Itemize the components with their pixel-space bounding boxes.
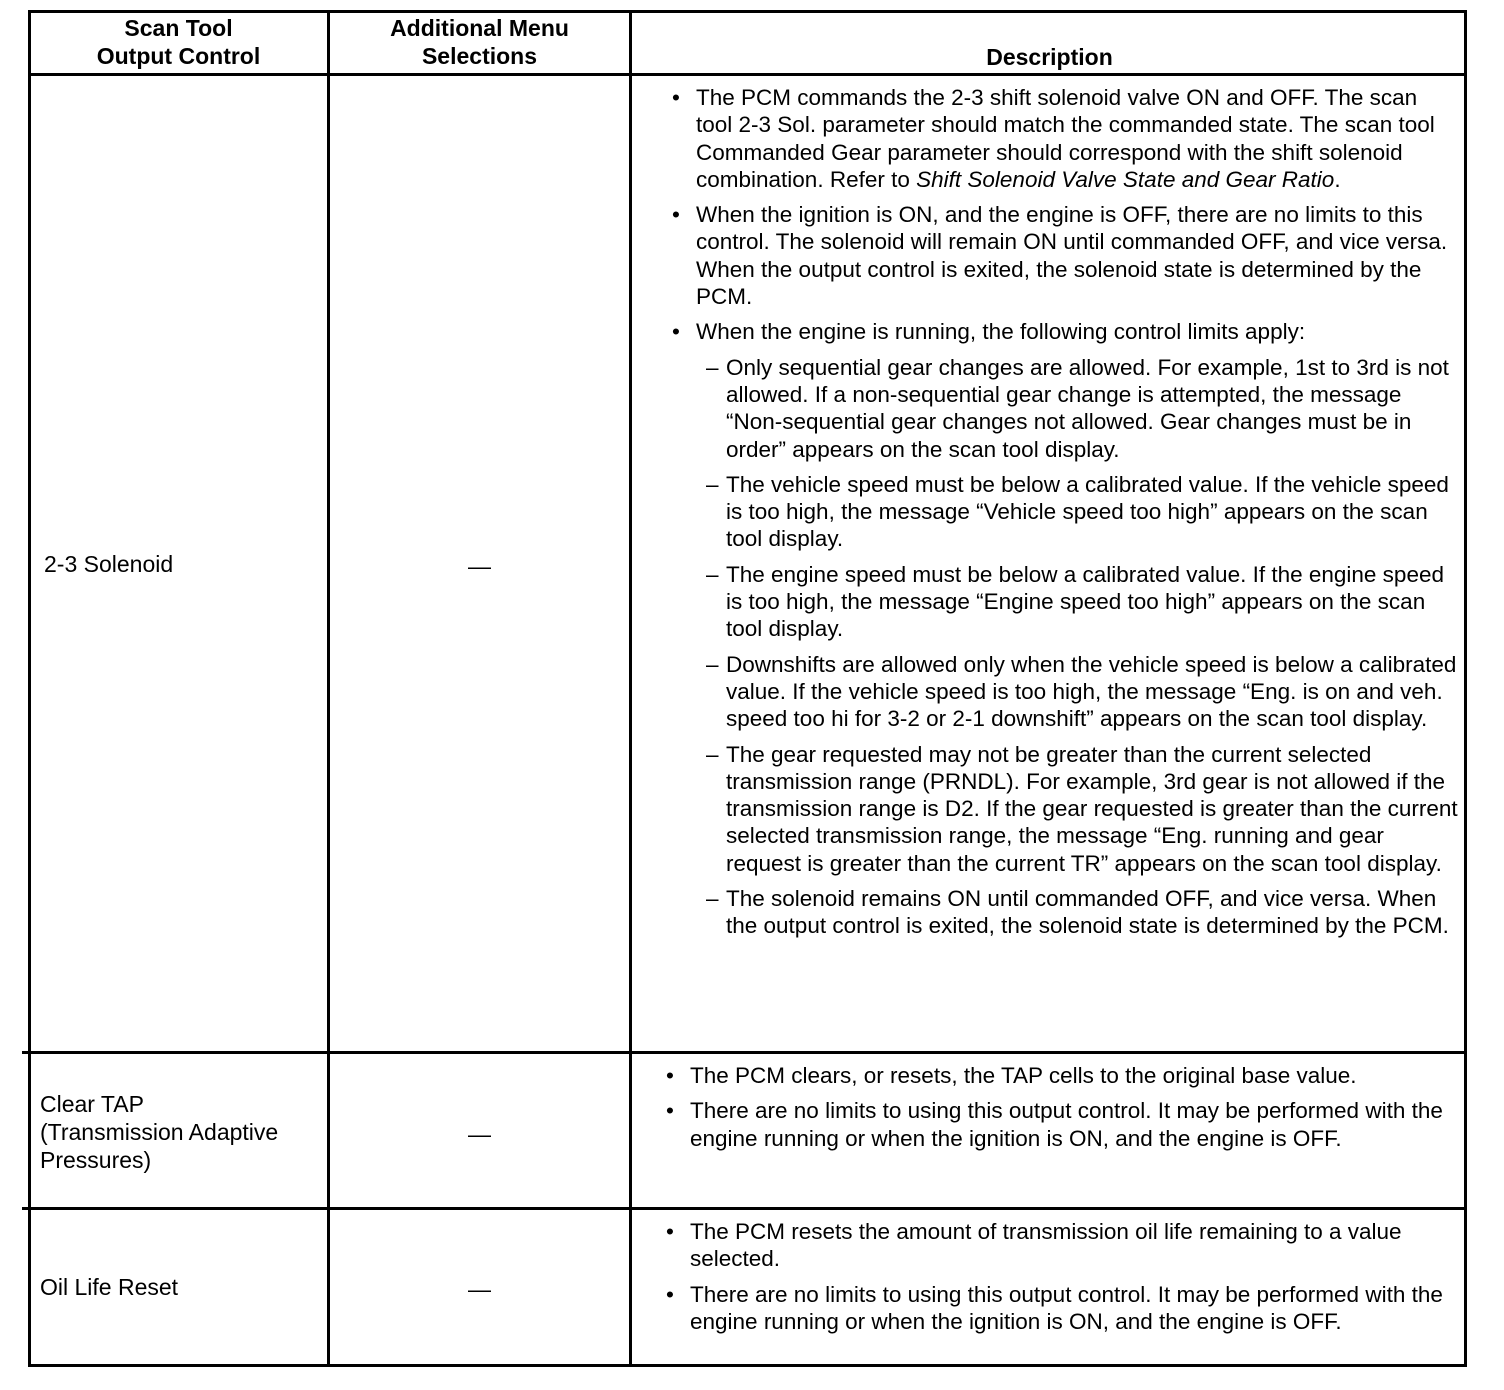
row1-sub-3: – The engine speed must be below a calibrated value. If the engine speed is too high, the message “Engine speed too high” appears on the scan tool display. [706,561,1444,642]
row1-bullet-1: • The PCM commands the 2-3 shift solenoid valve ON and OFF. The scan tool 2-3 Sol. parameter should match the commanded state. The scan tool Commanded Gear parameter should correspond with the shift solenoid combination. Refer to Shift Solenoid Valve State and Gear Ratio. [672,85,1435,192]
dash-mark: – [706,354,719,380]
row-divider-2 [22,1207,1467,1210]
row-divider-1 [22,1051,1467,1054]
dash-mark: – [706,561,719,587]
header-col1-line1: Scan Tool [124,15,233,41]
row3-bullet-1: • The PCM resets the amount of transmission oil life remaining to a value selected. [666,1219,1402,1272]
bullet-dot: • [666,1098,674,1124]
row1-sub-4: – Downshifts are allowed only when the vehicle speed is below a calibrated value. If the vehicle speed is too high, the message “Eng. is on and veh. speed too hi for 3-2 or 2-1 downshift” appears on the scan tool display. [706,651,1457,732]
header-description: Description [986,44,1113,70]
col-divider-1 [327,10,330,1367]
row1-sub-2: – The vehicle speed must be below a calibrated value. If the vehicle speed is too high, the message “Vehicle speed too high” appears on the scan tool display. [706,471,1449,552]
bullet-dot: • [672,85,680,110]
col-divider-2 [629,10,632,1367]
row1-menu: — [468,553,491,579]
bullet-dot: • [666,1219,674,1244]
row2-menu: — [468,1121,491,1147]
row1-bullet-3: • When the engine is running, the following control limits apply: [672,319,1306,345]
header-col1-line2: Output Control [96,43,261,69]
header-additional-menu-selections [330,14,629,70]
row2-description [662,1062,1452,1160]
header-scan-tool-output-control [30,14,327,70]
header-col2-line1: Additional Menu [390,15,569,41]
dash-mark: – [706,651,719,677]
bullet-dot: • [672,202,680,228]
dash-mark: – [706,741,719,767]
row2-bullet-2: • There are no limits to using this output control. It may be performed with the engine running or when the ignition is ON, and the engine is OFF. [666,1098,1443,1151]
row2-bullet-1: • The PCM clears, or resets, the TAP cells to the original base value. [666,1063,1357,1088]
row2-control [40,1090,278,1174]
row2-control-line3: Pressures) [40,1147,152,1173]
header-col2-line2: Selections [421,43,538,69]
header-divider [28,73,1467,76]
bullet-dot: • [672,319,680,345]
row3-control: Oil Life Reset [40,1274,179,1300]
dash-mark: – [706,886,719,912]
shift-solenoid-ref: Shift Solenoid Valve State and Gear Ratio [916,166,1335,192]
row2-control-line1: Clear TAP [40,1091,144,1117]
row1-bullet-2: • When the ignition is ON, and the engine is OFF, there are no limits to this control. The solenoid will remain ON until commanded OFF, and vice versa. When the output control is exited, the solenoid state is determined by the PCM. [672,202,1448,310]
dash-mark: – [706,471,719,497]
row1-sub-5: – The gear requested may not be greater than the current selected transmission range (PRNDL). For example, 3rd gear is not allowed if the transmission range is D2. If the gear requested is greater than the current selected transmission range, the message “Eng. running and gear request is greater than the current TR” appears on the scan tool display. [706,741,1458,876]
row1-sub-1: – Only sequential gear changes are allowed. For example, 1st to 3rd is not allowed. If a non-sequential gear change is attempted, the message “Non-sequential gear changes not allowed. Gear changes must be in order” appears on the scan tool display. [706,354,1449,462]
row1-sub-6: – The solenoid remains ON until commanded OFF, and vice versa. When the output control is exited, the solenoid state is determined by the PCM. [706,886,1449,939]
bullet-dot: • [666,1281,674,1307]
row3-menu: — [468,1276,491,1302]
row3-description [662,1218,1452,1343]
row1-description [668,84,1458,948]
row3-bullet-2: • There are no limits to using this output control. It may be performed with the engine running or when the ignition is ON, and the engine is OFF. [666,1281,1443,1334]
row2-control-line2: (Transmission Adaptive [40,1119,279,1145]
bullet-dot: • [666,1063,674,1088]
row1-control: 2-3 Solenoid [44,551,174,577]
